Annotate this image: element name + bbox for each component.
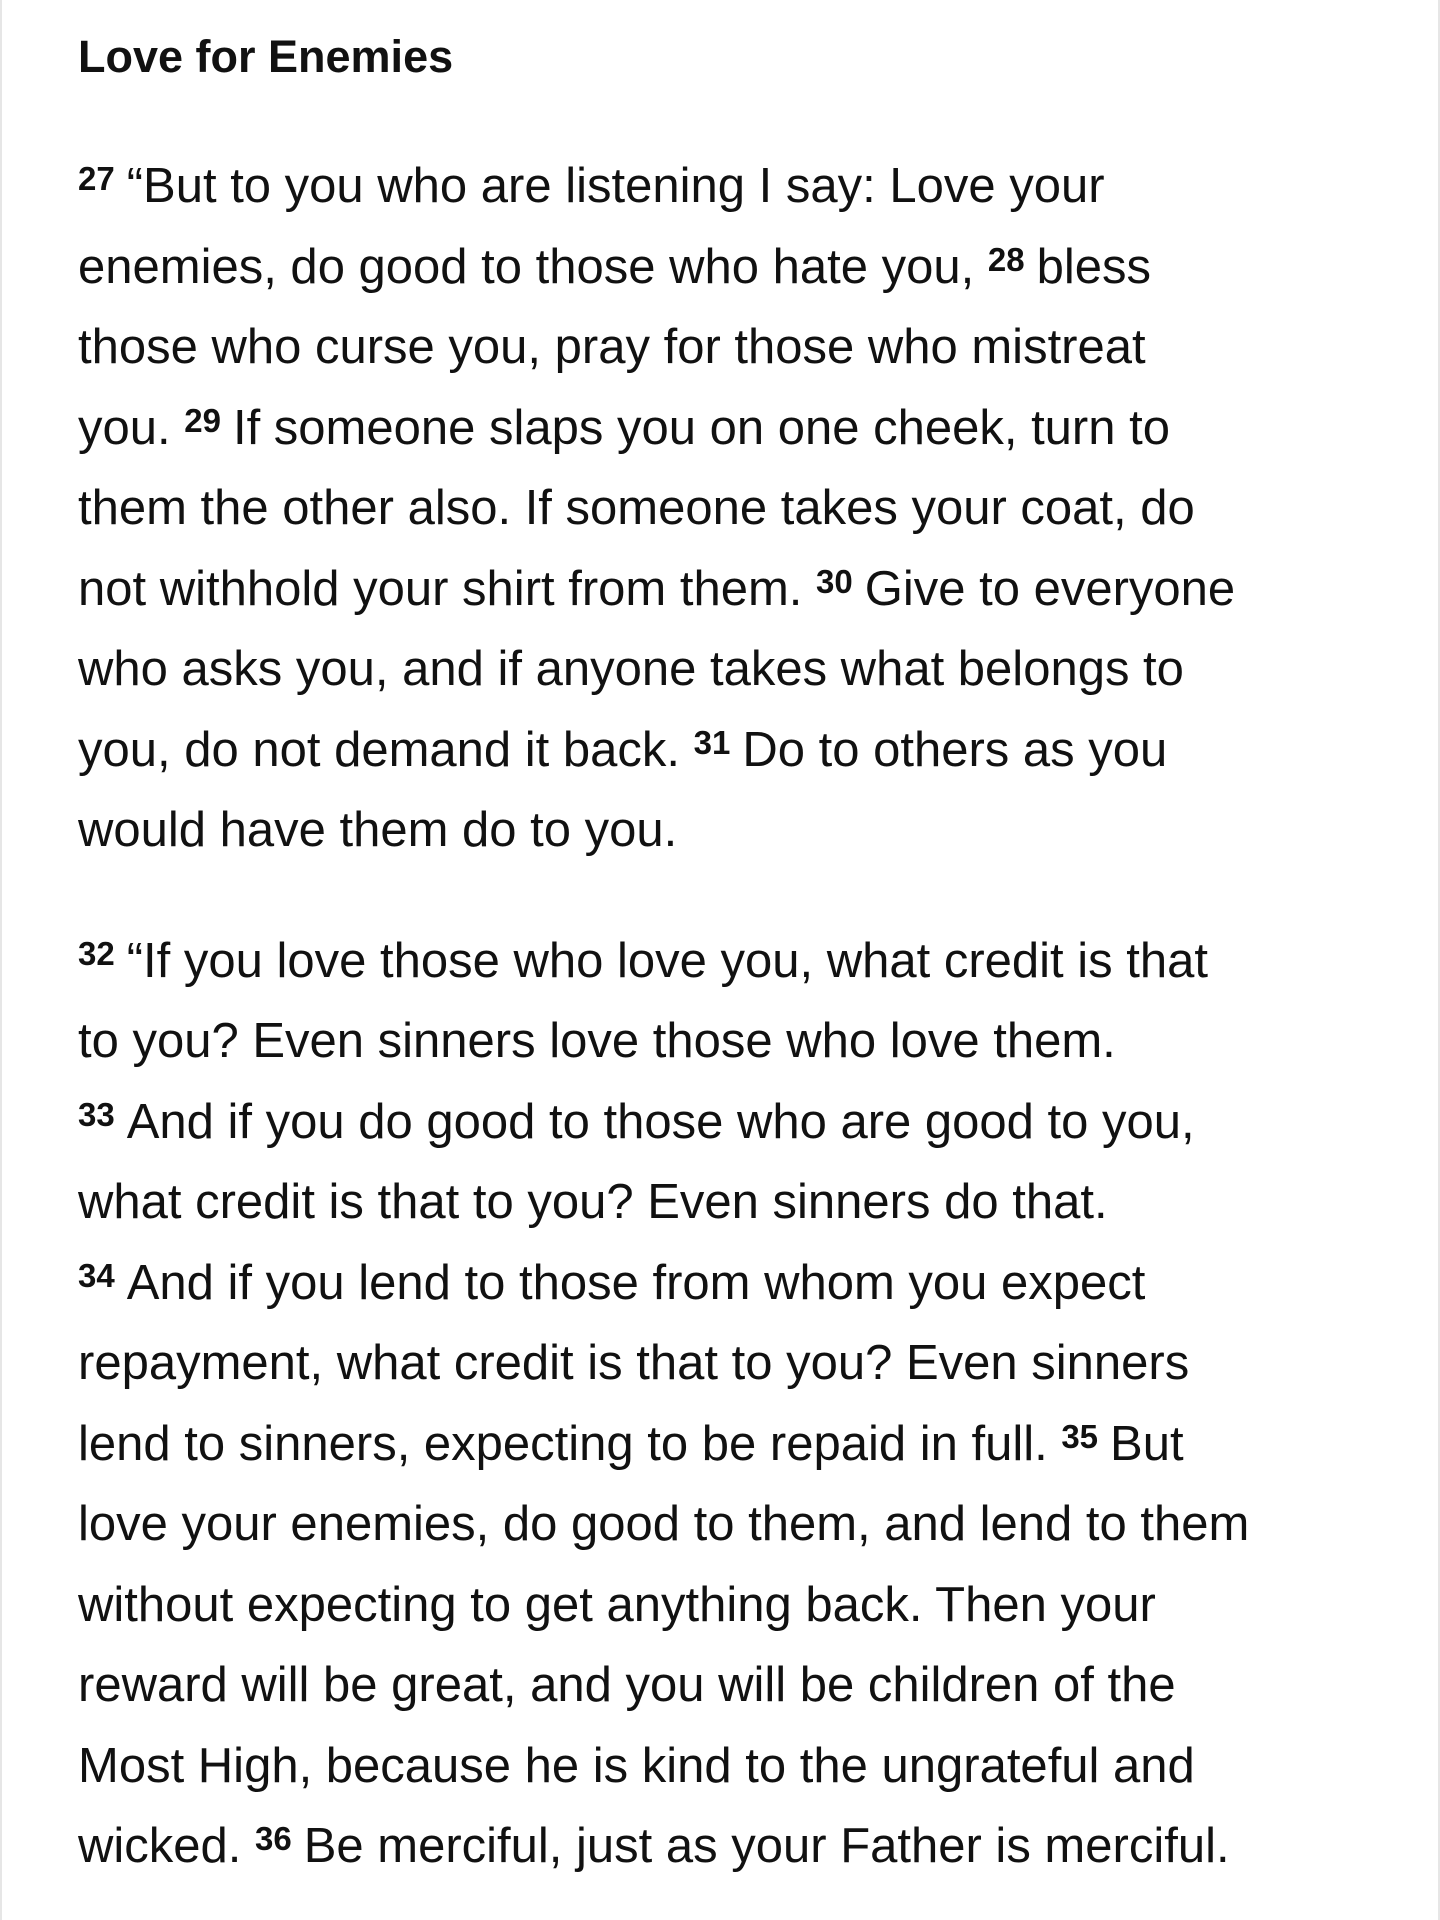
text-line [78, 629, 1398, 710]
verse-text: you, do not demand it back. [78, 722, 694, 777]
text-line [78, 1243, 1398, 1324]
text-line [78, 146, 1398, 227]
verse-text: reward will be great, and you will be children of the [78, 1658, 1176, 1712]
verse-text: lend to sinners, expecting to be repaid in full. [78, 1416, 1062, 1471]
verse-number: 31 [693, 723, 731, 761]
verse-text: And if you do good to those who are good to you, [126, 1094, 1195, 1149]
verse-number: 32 [78, 934, 115, 972]
verse-text: enemies, do good to those who hate you, [78, 239, 988, 294]
verse-text: love your enemies, do good to them, and lend to them [78, 1497, 1250, 1551]
verse-text: Do to others as you [742, 722, 1168, 777]
verse-text: would have them do to you. [78, 803, 678, 857]
verse-text: If someone slaps you on one cheek, turn to [232, 400, 1170, 455]
scripture-paragraph [78, 921, 1398, 1887]
passage-body [78, 146, 1398, 1887]
verse-number: 34 [78, 1256, 115, 1294]
section-heading: Love for Enemies [78, 31, 454, 82]
text-line [78, 1404, 1398, 1485]
verse-text: But [1110, 1416, 1184, 1471]
text-line [78, 388, 1398, 469]
scripture-paragraph [78, 146, 1398, 871]
verse-text: you. [78, 400, 185, 455]
verse-number: 27 [78, 160, 115, 197]
text-line [78, 921, 1398, 1002]
verse-text: to you? Even sinners love those who love them. [78, 1014, 1116, 1068]
text-line [78, 710, 1398, 791]
text-line [78, 1726, 1398, 1807]
verse-text: not withhold your shirt from them. [78, 561, 817, 616]
verse-text: those who curse you, pray for those who mistreat [78, 320, 1146, 374]
verse-text: “If you love those who love you, what credit is that [126, 933, 1208, 988]
text-line [78, 227, 1398, 308]
text-line [78, 1806, 1398, 1887]
text-line [78, 468, 1398, 549]
verse-text: what credit is that to you? Even sinners do that. [78, 1175, 1108, 1229]
verse-text: Most High, because he is kind to the ungrateful and [78, 1738, 1195, 1793]
verse-text: repayment, what credit is that to you? Even sinners [78, 1336, 1190, 1390]
text-line [78, 549, 1398, 630]
text-line [78, 1162, 1398, 1243]
verse-number: 35 [1061, 1417, 1099, 1455]
verse-text: them the other also. If someone takes your coat, do [78, 481, 1195, 535]
verse-text: without expecting to get anything back. Then your [78, 1577, 1156, 1632]
verse-text: bless [1036, 239, 1151, 294]
text-line [78, 1565, 1398, 1646]
text-line [78, 790, 1398, 871]
verse-text: wicked. [78, 1819, 256, 1873]
text-line [78, 1484, 1398, 1565]
verse-text: “But to you who are listening I say: Love your [126, 159, 1105, 213]
verse-number: 28 [987, 240, 1025, 278]
verse-text: Give to everyone [864, 561, 1236, 616]
verse-text: Be merciful, just as your Father is merciful. [303, 1819, 1230, 1873]
text-line [78, 1323, 1398, 1404]
text-line [78, 1645, 1398, 1726]
text-line [78, 1001, 1398, 1082]
verse-number: 29 [184, 401, 221, 439]
verse-text: And if you lend to those from whom you expect [126, 1255, 1146, 1310]
verse-number: 36 [255, 1820, 292, 1857]
verse-text: who asks you, and if anyone takes what belongs to [78, 642, 1184, 696]
verse-number: 30 [816, 562, 853, 600]
text-line [78, 1082, 1398, 1163]
text-line [78, 307, 1398, 388]
verse-number: 33 [78, 1095, 115, 1133]
